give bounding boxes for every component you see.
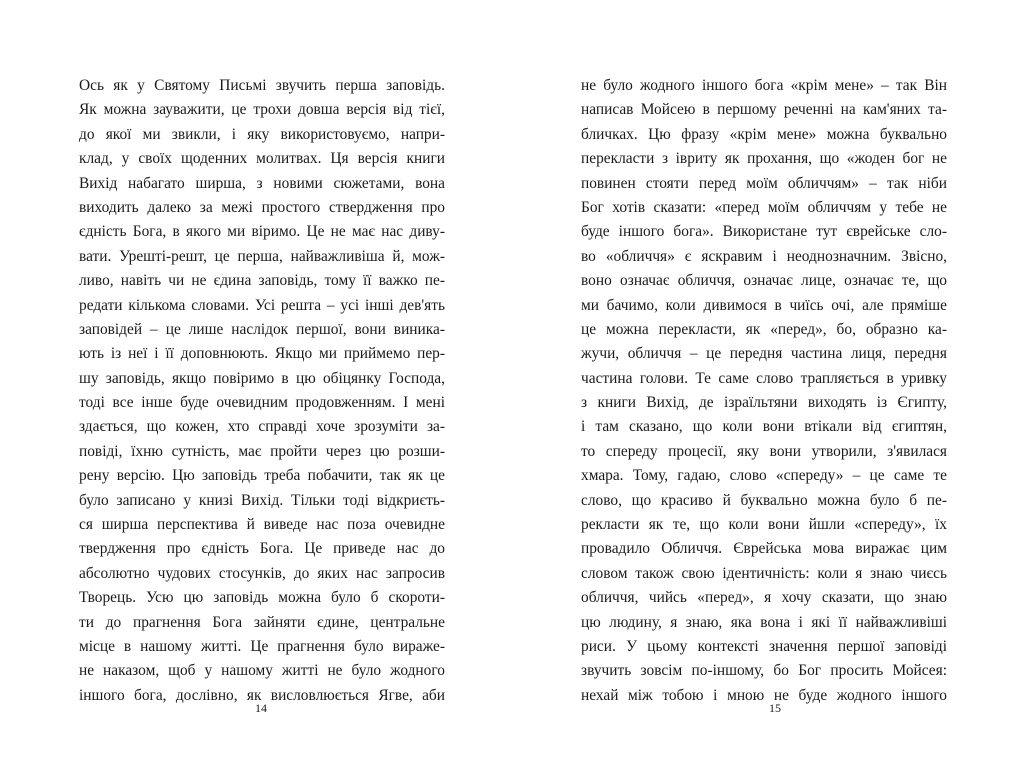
text-line: написав Мойсею в першому реченні на кам'яних та- (581, 101, 947, 119)
text-line: тоді все інше буде очевидним продовженням. І мені (79, 394, 445, 412)
text-line: ливо, навіть чи не єдина заповідь, тому її важко пе- (79, 272, 445, 290)
text-line: і там сказано, що коли вони втікали від єгиптян, (581, 418, 947, 436)
text-line: слово, що красиво й буквально можна було б пе- (581, 491, 947, 509)
text-line: жучи, обличчя – це передня частина лиця, передня (581, 345, 947, 363)
text-line: абсолютно чудових стосунків, до яких нас запросив (79, 564, 445, 582)
right-page-text (581, 74, 947, 708)
text-line: то спереду процесії, яку вони утворили, з'явилася (581, 442, 947, 460)
text-line: Ось як у Святому Письмі звучить перша заповідь. (79, 77, 445, 94)
text-line: Як можна зауважити, це трохи довша версія від тієї, (79, 101, 445, 119)
text-line: буде іншого бога». Використане тут єврейське сло- (581, 223, 947, 241)
page-number: 14 (255, 701, 267, 715)
text-line: хмара. Тому, гадаю, слово «спереду» – це саме те (581, 467, 947, 485)
text-line: було записано у книзі Вихід. Тільки тоді відкриєть- (79, 491, 445, 509)
text-line: частина голови. Те саме слово трапляється в уривку (581, 369, 947, 387)
text-line: шу заповідь, якщо повіримо в цю обіцянку Господа, (79, 369, 445, 387)
text-line: Вихід набагато ширша, з новими сюжетами, вона (79, 174, 445, 192)
text-line: повинен стояти перед моїм обличчям» – так ніби (581, 174, 947, 192)
text-line: рену версію. Цю заповідь треба побачити, так як це (79, 467, 445, 485)
right-page (512, 0, 1024, 768)
text-line: ся ширша перспектива й виведе нас поза очевидне (79, 516, 445, 534)
page-number: 15 (769, 701, 781, 715)
text-line: не було жодного іншого бога «крім мене» – так Він (581, 77, 947, 94)
text-line: перекласти з івриту як прохання, що «жоден бог не (581, 150, 947, 168)
text-line: не наказом, щоб у нашому житті не було жодного (79, 662, 445, 680)
text-line: до якої ми звикли, і яку використовуємо, напри- (79, 125, 445, 143)
text-line: це можна перекласти, як «перед», бо, образно ка- (581, 320, 947, 338)
text-line: обличчя, чийсь «перед», я хочу сказати, що знаю (581, 589, 947, 607)
text-line: ють із неї і її доповнюють. Якщо ми приймемо пер- (79, 345, 445, 363)
text-line: виходить далеко за межі простого ствердження про (79, 198, 445, 216)
text-line: здається, що кожен, хто справді хоче зрозуміти за- (79, 418, 445, 436)
text-line: рекласти як те, що коли вони йшли «спереду», їх (581, 516, 947, 534)
text-line: клад, у своїх щоденних молитвах. Ця версія книги (79, 150, 445, 168)
text-line: заповідей – це лише наслідок першої, вони виника- (79, 320, 445, 338)
text-line: ми бачимо, коли дивимося в чиїсь очі, але пряміше (581, 296, 947, 314)
text-line: бличках. Цю фразу «крім мене» можна буквально (581, 125, 947, 143)
text-line: редати кількома словами. Усі решта – усі інші дев'ять (79, 296, 445, 314)
text-line: з книги Вихід, де ізраїльтяни виходять із Єгипту, (581, 394, 947, 412)
text-line: вати. Урешті-решт, це перша, найважливіша й, мож- (79, 247, 445, 265)
text-line: повіді, їхню сутність, має пройти через цю розши- (79, 442, 445, 460)
text-line: провадило Обличчя. Єврейська мова виражає цим (581, 540, 947, 558)
text-line: риси. У цьому контексті значення першої заповіді (581, 637, 947, 655)
text-line: цю людину, я знаю, яка вона і які її найважливіші (581, 613, 947, 631)
text-line: єдність Бога, в якого ми віримо. Це не має нас диву- (79, 223, 445, 241)
text-line: нехай між тобою і мною не буде жодного іншого (581, 686, 947, 704)
text-line: словом також свою ідентичність: коли я знаю чиєсь (581, 564, 947, 582)
text-line: Бог хотів сказати: «перед моїм обличчям у тебе не (581, 198, 947, 216)
text-line: місце в нашому житті. Це прагнення було вираже- (79, 637, 445, 655)
text-line: звучить зовсім по-іншому, бо Бог просить Мойсея: (581, 662, 947, 680)
text-line: іншого бога, дослівно, як висловлюється Ягве, аби (79, 686, 445, 704)
text-line: воно означає обличчя, означає лице, означає те, що (581, 272, 947, 290)
left-page-text (79, 74, 445, 708)
text-line: твердження про єдність Бога. Це приведе нас до (79, 540, 445, 558)
text-line: во «обличчя» є яскравим і неоднозначним. Звісно, (581, 247, 947, 265)
text-line: ти до прагнення Бога зайняти єдине, центральне (79, 613, 445, 631)
text-line: Творець. Усю цю заповідь можна було б скороти- (79, 589, 445, 607)
